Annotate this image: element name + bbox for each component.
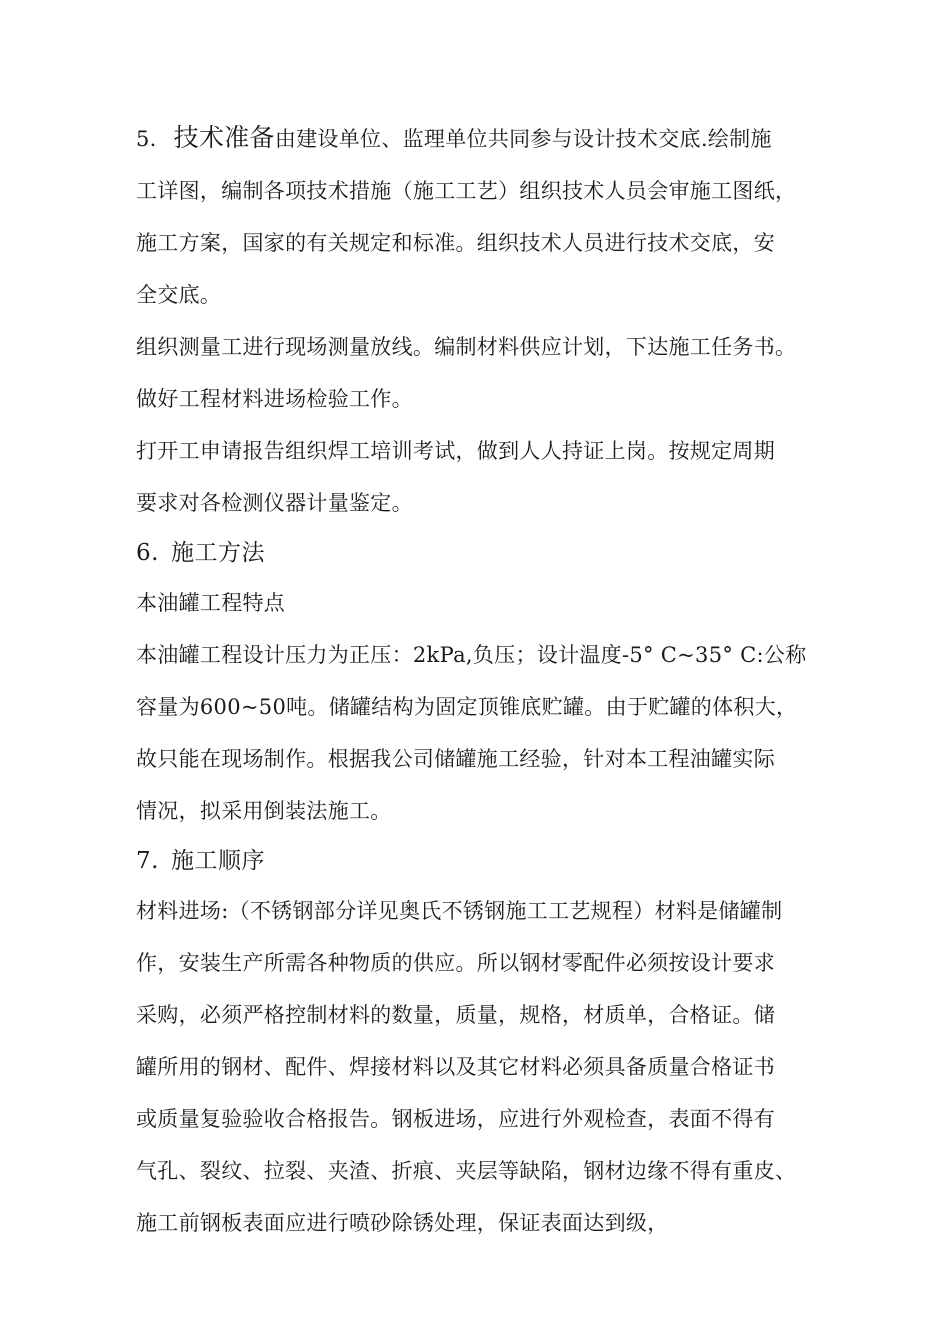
- paragraph-line: 情况，拟采用倒装法施工。: [136, 799, 392, 823]
- paragraph-line: 容量为600~50吨。储罐结构为固定顶锥底贮罐。由于贮罐的体积大，: [136, 695, 798, 719]
- paragraph-line: 本油罐工程设计压力为正压：2kPa,负压；设计温度-5° C~35° C:公称: [136, 643, 807, 667]
- paragraph-line: 组织测量工进行现场测量放线。编制材料供应计划，下达施工任务书。: [136, 335, 797, 359]
- document-page: [136, 112, 826, 1249]
- section-7-number: 7.: [136, 848, 159, 874]
- paragraph-line: 材料进场:（不锈钢部分详见奥氏不锈钢施工工艺规程）材料是储罐制: [136, 899, 783, 923]
- paragraph-line: 由建设单位、监理单位共同参与设计技术交底.绘制施: [274, 127, 772, 151]
- paragraph-line: 全交底。: [136, 283, 222, 307]
- section-6-number: 6.: [136, 540, 159, 566]
- section-5-number: 5.: [136, 127, 157, 151]
- section-7-title: 施工顺序: [170, 848, 265, 874]
- section-5-title: 技术准备: [173, 123, 275, 152]
- paragraph-line: 工详图，编制各项技术措施（施工工艺）组织技术人员会审施工图纸，: [136, 179, 797, 203]
- paragraph-line: 故只能在现场制作。根据我公司储罐施工经验，针对本工程油罐实际: [136, 747, 775, 771]
- section-5-first-line: [136, 112, 826, 165]
- paragraph-line: 作，安装生产所需各种物质的供应。所以钢材零配件必须按设计要求: [136, 951, 775, 975]
- paragraph-line: 或质量复验验收合格报告。钢板进场，应进行外观检查，表面不得有: [136, 1107, 775, 1131]
- paragraph-line: 采购，必须严格控制材料的数量，质量，规格，材质单，合格证。储: [136, 1003, 775, 1027]
- paragraph-line: 施工方案，国家的有关规定和标准。组织技术人员进行技术交底，安: [136, 231, 775, 255]
- paragraph-line: 施工前钢板表面应进行喷砂除锈处理，保证表面达到级，: [136, 1211, 669, 1235]
- paragraph-line: 要求对各检测仪器计量鉴定。: [136, 491, 413, 515]
- paragraph-line: 做好工程材料进场检验工作。: [136, 387, 413, 411]
- section-7-heading: [136, 837, 826, 885]
- paragraph-line: 本油罐工程特点: [136, 591, 286, 615]
- section-6-heading: [136, 529, 826, 577]
- section-6-title: 施工方法: [170, 540, 265, 566]
- paragraph-line: 气孔、裂纹、拉裂、夹渣、折痕、夹层等缺陷，钢材边缘不得有重皮、: [136, 1159, 797, 1183]
- paragraph-line: 罐所用的钢材、配件、焊接材料以及其它材料必须具备质量合格证书: [136, 1055, 775, 1079]
- paragraph-line: 打开工申请报告组织焊工培训考试，做到人人持证上岗。按规定周期: [136, 439, 775, 463]
